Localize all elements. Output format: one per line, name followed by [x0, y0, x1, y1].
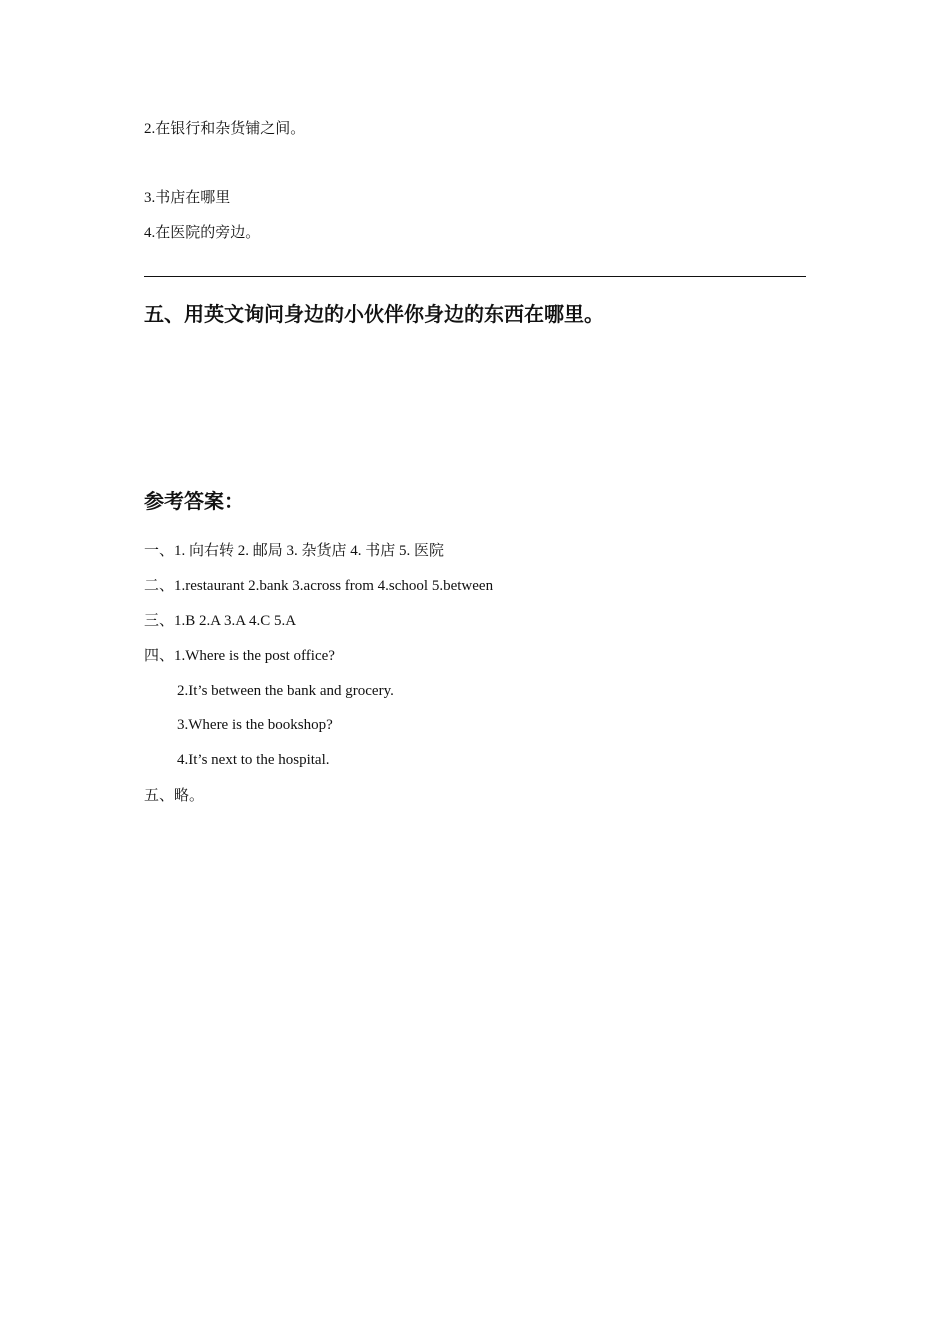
exercise-line-3: 3.书店在哪里: [144, 190, 231, 206]
answer-part-four-line-3: 3.Where is the bookshop?: [177, 717, 333, 733]
answer-part-three: 三、1.B 2.A 3.A 4.C 5.A: [144, 613, 297, 629]
answer-key-title: 参考答案：: [144, 489, 244, 513]
answer-part-one: 一、1. 向右转 2. 邮局 3. 杂货店 4. 书店 5. 医院: [144, 543, 445, 559]
answer-part-five: 五、略。: [144, 788, 205, 804]
exercise-line-4: 4.在医院的旁边。: [144, 225, 261, 241]
answer-part-four-line-1: 四、1.Where is the post office?: [144, 648, 335, 664]
answer-part-four-line-2: 2.It’s between the bank and grocery.: [177, 683, 394, 699]
section-divider: [144, 276, 806, 277]
answer-part-four-line-4: 4.It’s next to the hospital.: [177, 752, 330, 768]
section-five-title: 五、用英文询问身边的小伙伴你身边的东西在哪里。: [144, 302, 604, 326]
answer-part-two: 二、1.restaurant 2.bank 3.across from 4.school 5.between: [144, 578, 494, 594]
exercise-line-2: 2.在银行和杂货铺之间。: [144, 121, 306, 137]
